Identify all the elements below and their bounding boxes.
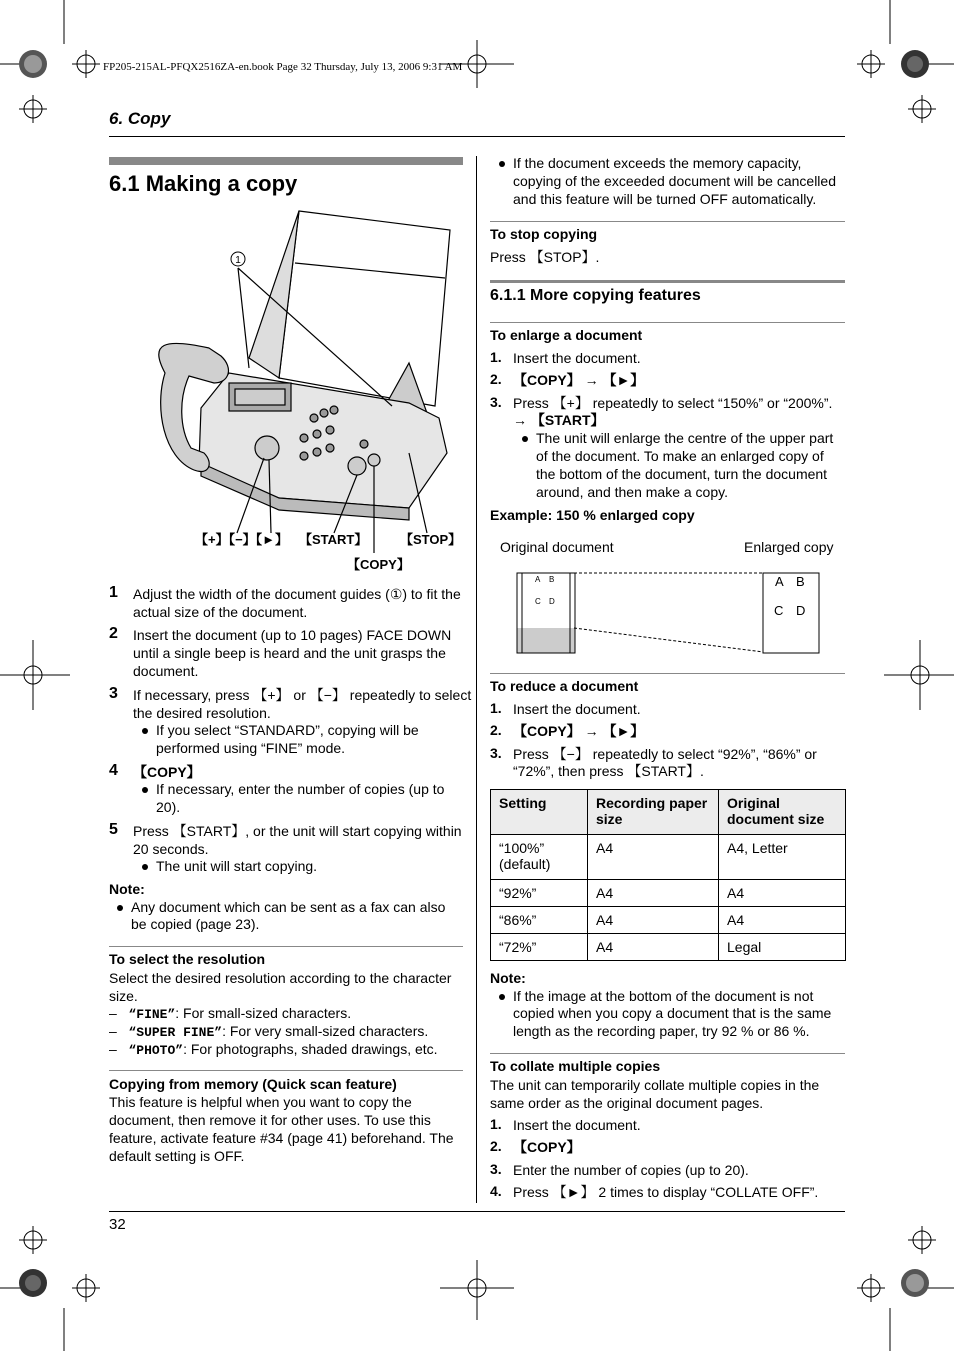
resolution-intro: size.	[109, 988, 138, 1004]
bullet-dot	[499, 994, 505, 1000]
note-text: If the image at the bottom of the document is not	[513, 988, 814, 1004]
memory-note-text: and this feature will be turned OFF automatically.	[513, 191, 817, 207]
note-text: copied when you copy a document that is the same	[513, 1005, 832, 1021]
bullet-dot	[522, 436, 528, 442]
enlarge-step-text: Press 【+】 repeatedly to select “150%” or “200%”.	[513, 395, 833, 411]
step-subbullet	[142, 857, 317, 875]
resolution-code: “SUPER FINE”	[128, 1025, 223, 1040]
table-row	[491, 835, 846, 880]
orig-letter-b: B	[549, 575, 555, 584]
collate-step-text: Press 【►】 2 times to display “COLLATE OFF”.	[513, 1184, 819, 1200]
reduce-heading: To reduce a document	[490, 678, 639, 694]
divider	[490, 322, 845, 323]
enlarge-step-text: Insert the document.	[513, 350, 641, 366]
section-bar	[109, 157, 463, 165]
reduce-step-text: “72%”, then press 【START】.	[513, 763, 704, 779]
step-text: 20 seconds.	[133, 841, 209, 857]
step-number: 5	[109, 821, 118, 838]
reduce-step-text: Insert the document.	[513, 701, 641, 717]
collate-step-text: Enter the number of copies (up to 20).	[513, 1162, 749, 1178]
step-subbullet-text: performed using “FINE” mode.	[156, 740, 346, 756]
reduce-step-num: 3.	[490, 745, 502, 761]
footer-divider	[109, 1211, 845, 1212]
table-header: Setting	[491, 790, 588, 835]
table-cell: “72%”	[491, 934, 588, 961]
collate-step-num: 2.	[490, 1138, 502, 1154]
divider	[109, 1070, 463, 1071]
table-header: Recording paper size	[588, 790, 719, 835]
page-number: 32	[109, 1216, 126, 1233]
collate-step-text: 【COPY】	[513, 1139, 581, 1155]
resolution-desc: : For small-sized characters.	[175, 1005, 352, 1021]
note-item	[499, 987, 813, 1005]
enlarge-step-text: → 【START】	[513, 412, 605, 428]
resolution-intro: Select the desired resolution according to the character	[109, 970, 452, 986]
resolution-desc: : For photographs, shaded drawings, etc.	[183, 1041, 438, 1057]
enlarge-bullet-text: of the document. To make an enlarged copy of	[536, 448, 824, 464]
enlarge-step-text: 【COPY】 → 【►】	[513, 372, 645, 388]
table-cell: A4	[588, 934, 719, 961]
step-subbullet-text: The unit will start copying.	[156, 858, 318, 874]
example-heading: Example: 150 % enlarged copy	[490, 507, 695, 523]
fax-machine-figure	[109, 208, 463, 578]
subsection-bar	[490, 280, 845, 283]
table-cell: “100%” (default)	[491, 835, 588, 880]
table-row	[491, 880, 846, 907]
table-cell: Legal	[719, 934, 846, 961]
memory-note-item	[499, 154, 801, 172]
collate-step-num: 4.	[490, 1183, 502, 1199]
table-header: Original document size	[719, 790, 846, 835]
original-document-label: Original document	[500, 539, 614, 555]
bullet-dot	[117, 905, 123, 911]
reduce-step-text: 【COPY】 → 【►】	[513, 723, 645, 739]
subsection-title: 6.1.1 More copying features	[490, 287, 701, 304]
note-text: Any document which can be sent as a fax can also	[131, 899, 446, 915]
step-subbullet-text: 20).	[156, 799, 181, 815]
resolution-item-fine	[109, 1004, 351, 1024]
collate-intro: same order as the original document pages.	[490, 1095, 764, 1111]
step-number: 1	[109, 584, 118, 601]
dash: –	[109, 1041, 117, 1057]
resolution-item-photo	[109, 1040, 438, 1060]
note-heading: Note:	[109, 881, 145, 897]
label-stop: 【STOP】	[400, 532, 462, 547]
enl-letter-a: A	[775, 574, 784, 589]
enlarged-copy-label: Enlarged copy	[744, 539, 834, 555]
collate-heading: To collate multiple copies	[490, 1058, 661, 1074]
callout-1-label: 1	[235, 255, 241, 266]
step-text: Press 【START】, or the unit will start copying within	[133, 823, 462, 839]
table-cell: “92%”	[491, 880, 588, 907]
table-cell: A4	[588, 835, 719, 880]
fax-machine-illustration	[109, 208, 463, 578]
step-text: Adjust the width of the document guides (①) to fit the actual size of the document.	[133, 586, 461, 620]
quickscan-line: This feature is helpful when you want to copy the	[109, 1094, 412, 1110]
enlarge-step-num: 1.	[490, 349, 502, 365]
table-row	[491, 934, 846, 961]
enl-letter-b: B	[796, 574, 805, 589]
step-subbullet-text: If you select “STANDARD”, copying will be	[156, 722, 419, 738]
label-start: 【START】	[299, 532, 368, 547]
note-text: be copied (page 23).	[131, 916, 260, 932]
enlarge-step-num: 3.	[490, 394, 502, 410]
enl-letter-c: C	[774, 603, 784, 618]
step-text: If necessary, press 【+】 or 【−】 repeatedly to select	[133, 687, 472, 703]
divider	[490, 1053, 845, 1054]
resolution-code: “PHOTO”	[128, 1043, 184, 1058]
column-divider	[476, 156, 477, 1203]
orig-letter-a: A	[535, 575, 541, 584]
quickscan-heading: Copying from memory (Quick scan feature)	[109, 1076, 397, 1092]
step-text: 【COPY】	[133, 764, 201, 780]
table-cell: A4	[719, 880, 846, 907]
step-number: 2	[109, 625, 118, 642]
table-header-row	[491, 790, 846, 835]
stop-text: Press 【STOP】.	[490, 249, 600, 265]
collate-step-num: 1.	[490, 1116, 502, 1132]
section-title: 6.1 Making a copy	[109, 171, 298, 196]
step-number: 4	[109, 762, 118, 779]
memory-note-text: copying of the exceeded document will be cancelled	[513, 173, 836, 189]
divider	[109, 946, 463, 947]
quickscan-line: document, then remove it for other uses. To use this	[109, 1112, 431, 1128]
enlarge-bullet	[522, 429, 833, 447]
bullet-dot	[142, 864, 148, 870]
step-number: 3	[109, 685, 118, 702]
memory-note-text: If the document exceeds the memory capacity,	[513, 155, 802, 171]
table-cell: A4	[588, 880, 719, 907]
quickscan-line: feature, activate feature #34 (page 41) beforehand. The	[109, 1130, 454, 1146]
collate-intro: The unit can temporarily collate multiple copies in the	[490, 1077, 820, 1093]
collate-step-text: Insert the document.	[513, 1117, 641, 1133]
orig-letter-c: C	[535, 597, 541, 606]
step-text: the desired resolution.	[133, 705, 271, 721]
table-cell: “86%”	[491, 907, 588, 934]
resolution-heading: To select the resolution	[109, 951, 266, 967]
enlarge-step-num: 2.	[490, 371, 502, 387]
enlarge-bullet-text: around, and then make a copy.	[536, 484, 728, 500]
reduce-step-text: Press 【−】 repeatedly to select “92%”, “86%” or	[513, 746, 817, 762]
label-plus-minus-right: 【+】【−】【►】	[195, 532, 289, 547]
enl-letter-d: D	[796, 603, 806, 618]
table-cell: A4	[588, 907, 719, 934]
enlarge-bullet-text: the bottom of the document, turn the document	[536, 466, 828, 482]
stop-heading: To stop copying	[490, 226, 598, 242]
book-header: FP205-215AL-PFQX2516ZA-en.book Page 32 Thursday, July 13, 2006 9:31 AM	[103, 61, 463, 73]
enlarge-heading: To enlarge a document	[490, 327, 643, 343]
table-cell: A4, Letter	[719, 835, 846, 880]
bullet-dot	[142, 787, 148, 793]
step-subbullet	[142, 780, 444, 798]
header-divider	[109, 136, 845, 137]
chapter-title: 6. Copy	[109, 109, 171, 128]
step-subbullet-text: If necessary, enter the number of copies (up to	[156, 781, 445, 797]
collate-step-num: 3.	[490, 1161, 502, 1177]
reduce-step-num: 1.	[490, 700, 502, 716]
dash: –	[109, 1023, 117, 1039]
enlargement-diagram	[516, 572, 822, 656]
dash: –	[109, 1005, 117, 1021]
enlarge-bullet-text: The unit will enlarge the centre of the upper part	[536, 430, 834, 446]
resolution-item-super-fine	[109, 1022, 428, 1042]
quickscan-line: default setting is OFF.	[109, 1148, 245, 1164]
reduce-step-num: 2.	[490, 722, 502, 738]
step-text: Insert the document (up to 10 pages) FACE DOWN until a single beep is heard and the unit grasps the document.	[133, 627, 452, 679]
table-cell: A4	[719, 907, 846, 934]
bullet-dot	[499, 161, 505, 167]
orig-letter-d: D	[549, 597, 555, 606]
bullet-dot	[142, 728, 148, 734]
resolution-desc: : For very small-sized characters.	[222, 1023, 429, 1039]
step-subbullet	[142, 721, 419, 739]
note-text: length as the recording paper, try 92 % or 86 %.	[513, 1023, 810, 1039]
divider	[490, 673, 845, 674]
label-copy: 【COPY】	[347, 557, 410, 572]
note-item	[117, 898, 445, 916]
divider	[490, 221, 845, 222]
note-heading: Note:	[490, 970, 526, 986]
resolution-code: “FINE”	[128, 1007, 176, 1022]
table-row	[491, 907, 846, 934]
reduction-table	[490, 789, 846, 961]
